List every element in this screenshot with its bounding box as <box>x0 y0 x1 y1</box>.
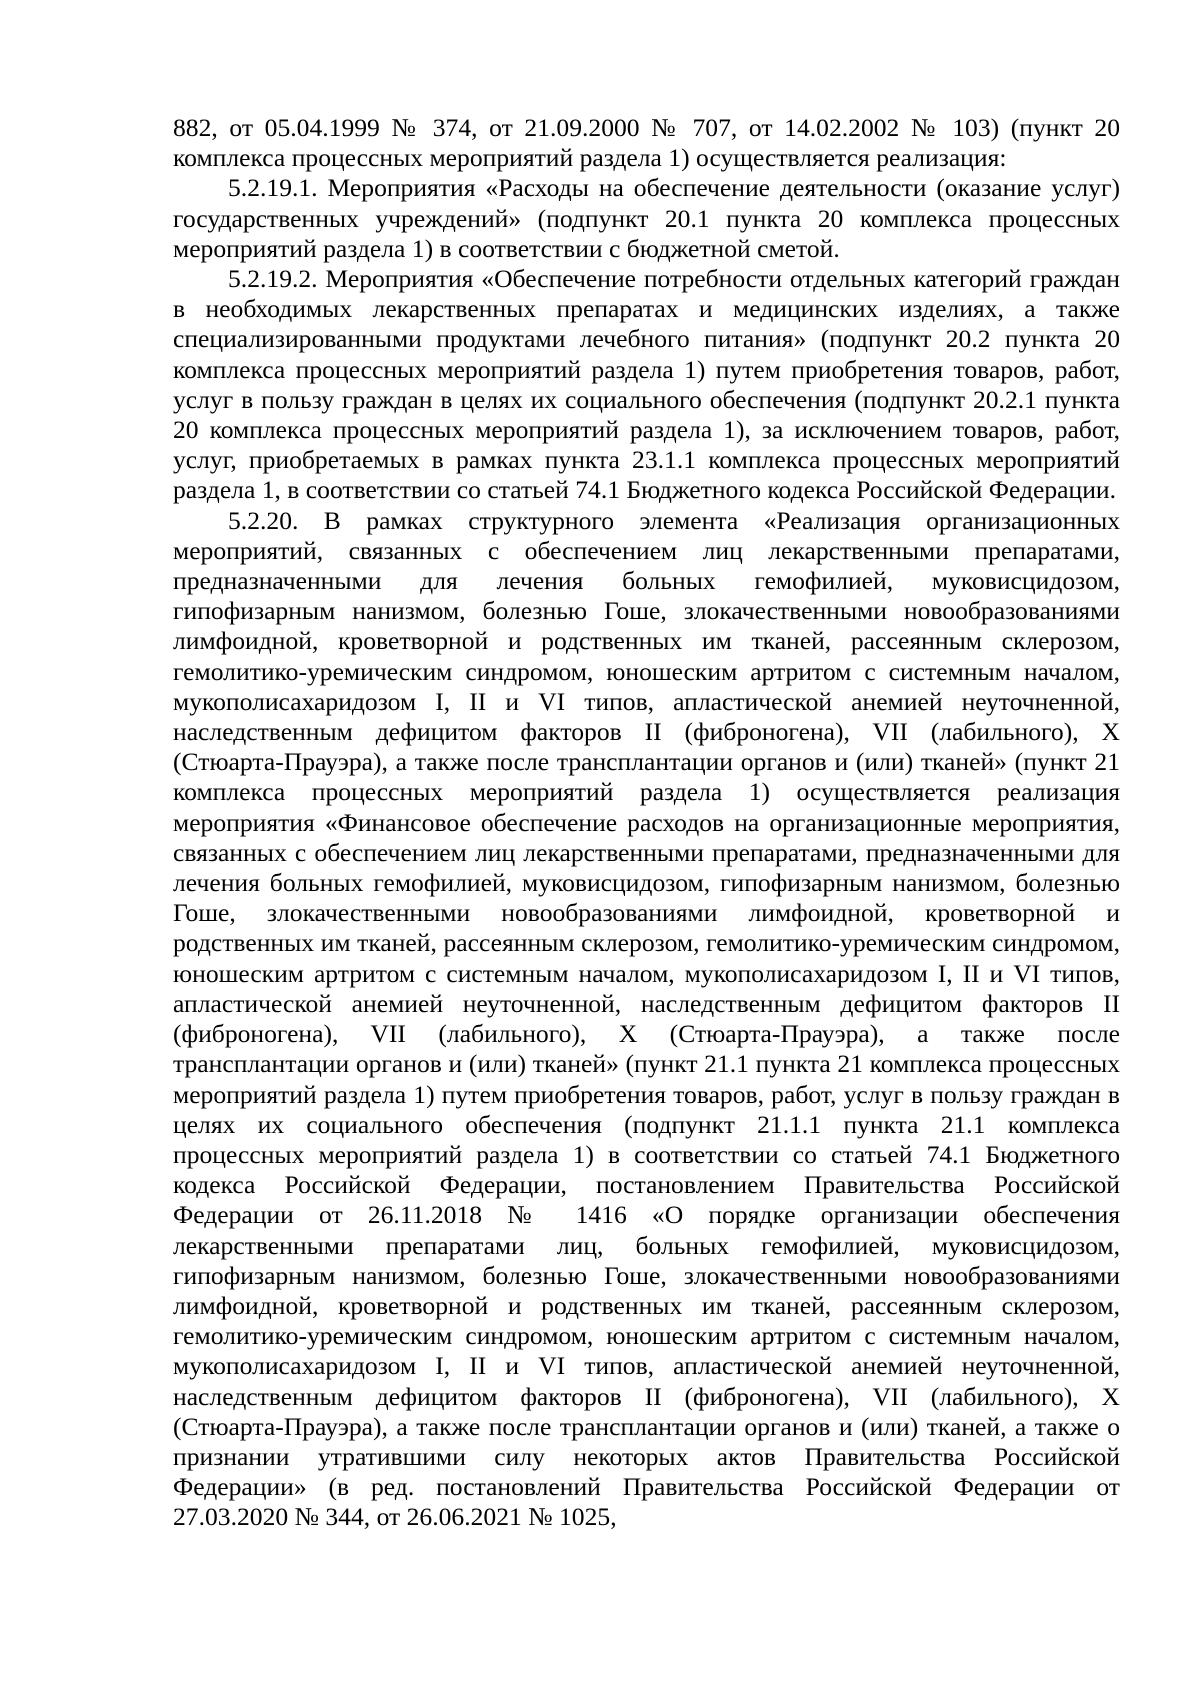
paragraph-continuation: 882, от 05.04.1999 № 374, от 21.09.2000 № 707, от 14.02.2002 № 103) (пункт 20 комплекса процессных мероприятий раздела 1) осуществляется реализация: <box>173 113 1120 173</box>
paragraph-5-2-20: 5.2.20. В рамках структурного элемента «Реализация организационных мероприятий, связанных с обеспечением лиц лекарственными препаратами, предназначенными для лечения больных гемофилией, муковисцидозом, гипофизарным нанизмом, болезнью Гоше, злокачественными новообразованиями лимфоидной, кроветворной и родственных им тканей, рассеянным склерозом, гемолитико-уремическим синдромом, юношеским артритом с системным началом, мукополисахаридозом I, II и VI типов, апластической анемией неуточненной, наследственным дефицитом факторов II (фиброногена), VII (лабильного), X (Стюарта-Прауэра), а также после трансплантации органов и (или) тканей» (пункт 21 комплекса процессных мероприятий раздела 1) осуществляется реализация мероприятия «Финансовое обеспечение расходов на организационные мероприятия, связанных с обеспечением лиц лекарственными препаратами, предназначенными для лечения больных гемофилией, муковисцидозом, гипофизарным нанизмом, болезнью Гоше, злокачественными новообразованиями лимфоидной, кроветворной и родственных им тканей, рассеянным склерозом, гемолитико-уремическим синдромом, юношеским артритом с системным началом, мукополисахаридозом I, II и VI типов, апластической анемией неуточненной, наследственным дефицитом факторов II (фиброногена), VII (лабильного), X (Стюарта-Прауэра), а также после трансплантации органов и (или) тканей» (пункт 21.1 пункта 21 комплекса процессных мероприятий раздела 1) путем приобретения товаров, работ, услуг в пользу граждан в целях их социального обеспечения (подпункт 21.1.1 пункта 21.1 комплекса процессных мероприятий раздела 1) в соответствии со статьей 74.1 Бюджетного кодекса Российской Федерации, постановлением Правительства Российской Федерации от 26.11.2018 № 1416 «О порядке организации обеспечения лекарственными препаратами лиц, больных гемофилией, муковисцидозом, гипофизарным нанизмом, болезнью Гоше, злокачественными новообразованиями лимфоидной, кроветворной и родственных им тканей, рассеянным склерозом, гемолитико-уремическим синдромом, юношеским артритом с системным началом, мукополисахаридозом I, II и VI типов, апластической анемией неуточненной, наследственным дефицитом факторов II (фиброногена), VII (лабильного), X (Стюарта-Прауэра), а также после трансплантации органов и (или) тканей, а также о признании утратившими силу некоторых актов Правительства Российской Федерации» (в ред. постановлений Правительства Российской Федерации от 27.03.2020 № 344, от 26.06.2021 № 1025, <box>173 505 1120 1532</box>
paragraph-5-2-19-1: 5.2.19.1. Мероприятия «Расходы на обеспечение деятельности (оказание услуг) государственных учреждений» (подпункт 20.1 пункта 20 комплекса процессных мероприятий раздела 1) в соответствии с бюджетной сметой. <box>173 173 1120 263</box>
document-page <box>173 113 1120 1533</box>
paragraph-5-2-19-2: 5.2.19.2. Мероприятия «Обеспечение потребности отдельных категорий граждан в необходимых лекарственных препаратах и медицинских изделиях, а также специализированными продуктами лечебного питания» (подпункт 20.2 пункта 20 комплекса процессных мероприятий раздела 1) путем приобретения товаров, работ, услуг в пользу граждан в целях их социального обеспечения (подпункт 20.2.1 пункта 20 комплекса процессных мероприятий раздела 1), за исключением товаров, работ, услуг, приобретаемых в рамках пункта 23.1.1 комплекса процессных мероприятий раздела 1, в соответствии со статьей 74.1 Бюджетного кодекса Российской Федерации. <box>173 264 1120 505</box>
